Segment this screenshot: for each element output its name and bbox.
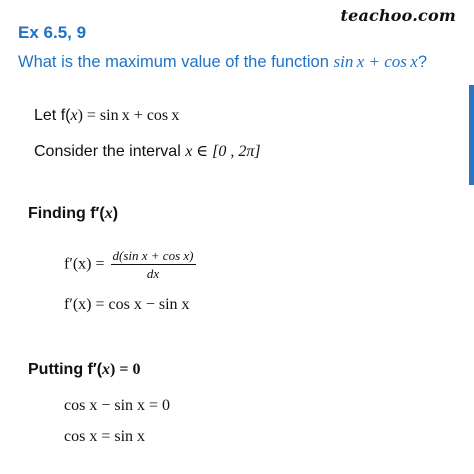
finding-label: Finding f′( bbox=[28, 205, 105, 222]
let-rest: ) = sin x + cos x bbox=[77, 107, 180, 124]
derivative-line bbox=[64, 247, 196, 282]
interval-math: x ∈ [0 , 2π] bbox=[185, 143, 261, 160]
putting-label: Putting f′( bbox=[28, 361, 103, 378]
side-accent-bar bbox=[469, 85, 474, 185]
derivative-result-line bbox=[64, 296, 190, 314]
finding-heading bbox=[28, 205, 118, 223]
derivative-numerator: d(sin x + cos x) bbox=[112, 248, 194, 263]
derivative-result-rhs: cos x − sin x bbox=[108, 296, 190, 313]
putting-var: x bbox=[102, 361, 111, 378]
exercise-title: Ex 6.5, 9 bbox=[18, 23, 87, 42]
interval-line bbox=[34, 141, 261, 161]
question-math: sin x + cos x bbox=[333, 52, 418, 71]
derivative-denominator: dx bbox=[146, 266, 160, 281]
equation-2: cos x = sin x bbox=[64, 428, 146, 445]
derivative-fraction bbox=[111, 247, 196, 282]
derivative-result-lhs: f′(x) = bbox=[64, 296, 109, 313]
let-line bbox=[34, 107, 179, 125]
putting-heading bbox=[28, 361, 140, 379]
question-line bbox=[18, 52, 427, 72]
let-var: x bbox=[70, 107, 78, 124]
question-end: ? bbox=[417, 53, 428, 71]
finding-close: ) bbox=[112, 205, 119, 222]
question-text: What is the maximum value of the function bbox=[18, 53, 334, 71]
let-label: Let f( bbox=[34, 107, 71, 124]
interval-text: Consider the interval bbox=[34, 143, 186, 160]
finding-var: x bbox=[104, 205, 113, 222]
derivative-lhs: f′(x) = bbox=[64, 255, 105, 273]
putting-rest: ) = 0 bbox=[110, 361, 141, 378]
equation-1: cos x − sin x = 0 bbox=[64, 397, 171, 414]
teachoo-logo: teachoo.com bbox=[340, 6, 456, 25]
